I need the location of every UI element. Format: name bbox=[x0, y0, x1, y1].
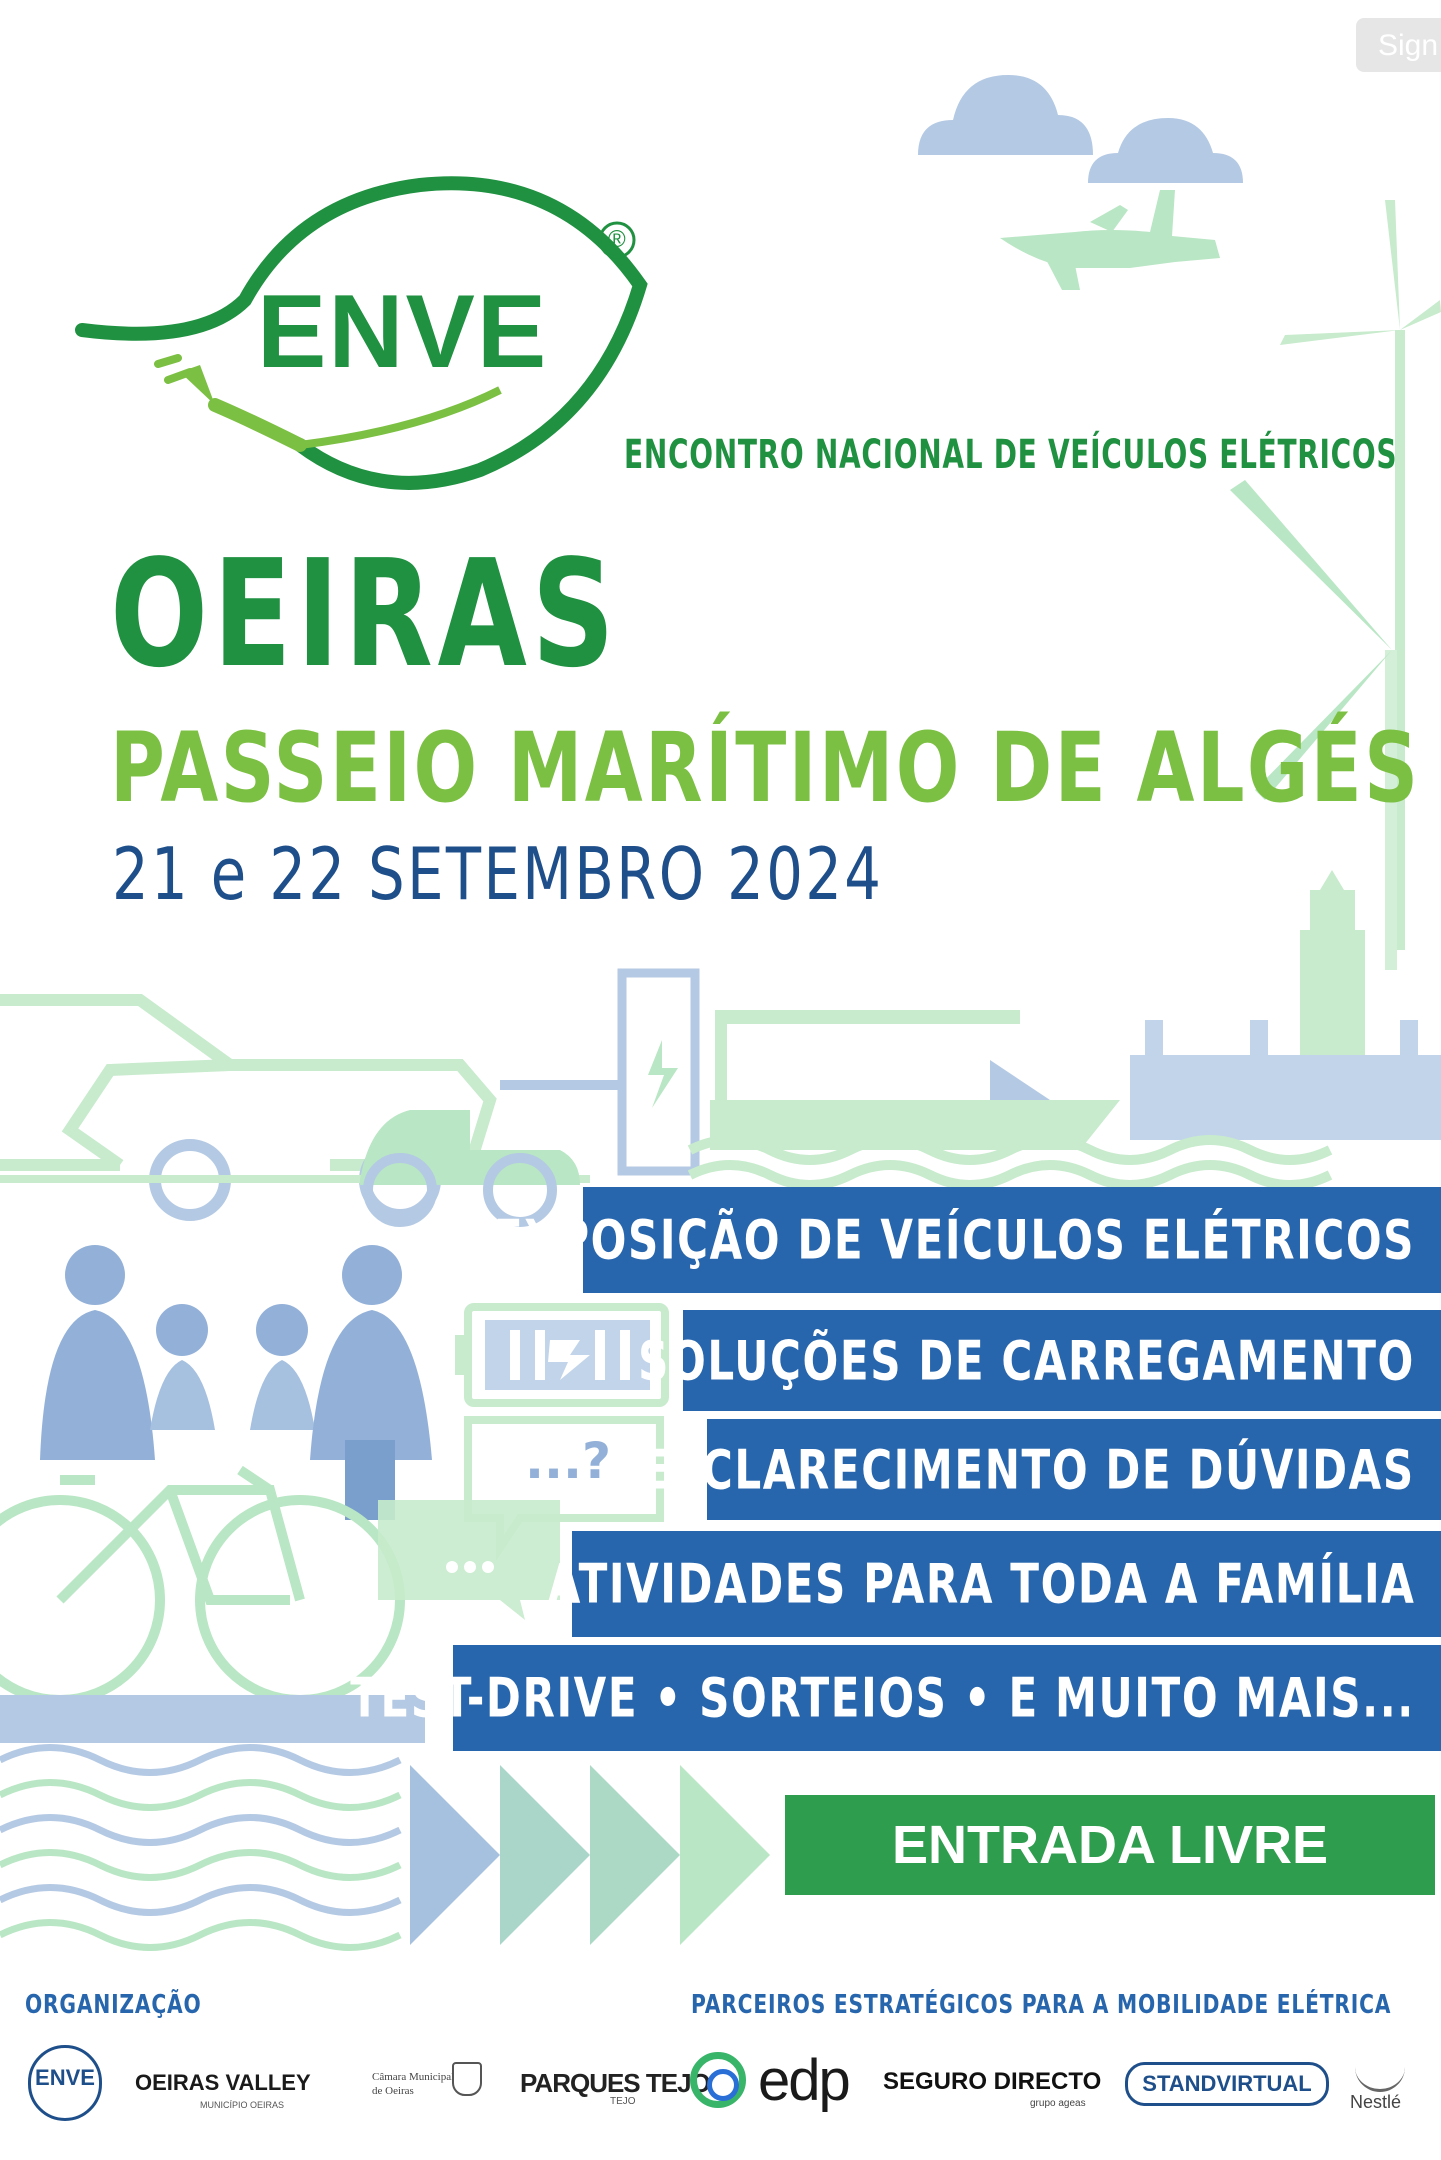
seguro-directo-logo: SEGURO DIRECTO bbox=[883, 2068, 1102, 2095]
partners-label: PARCEIROS ESTRATÉGICOS PARA A MOBILIDADE ELÉTRICA bbox=[691, 1990, 1392, 2020]
cloud-icon bbox=[918, 75, 1093, 155]
event-city: OEIRAS bbox=[110, 528, 620, 700]
charging-station-icon bbox=[500, 973, 695, 1171]
feature-label: TEST-DRIVE • SORTEIOS • E MUITO MAIS... bbox=[350, 1666, 1415, 1730]
camara-oeiras-logo: Câmara Municipal de Oeiras bbox=[372, 2071, 455, 2097]
bicycle-icon bbox=[0, 1470, 400, 1700]
bottom-waves bbox=[0, 1748, 400, 1948]
seguro-directo-sub: grupo ageas bbox=[1030, 2098, 1086, 2109]
scooter-icon bbox=[360, 1110, 580, 1222]
feature-banner-carregamento bbox=[638, 1310, 1441, 1411]
organization-label: ORGANIZAÇÃO bbox=[25, 1990, 202, 2020]
sign-button-label: Sign bbox=[1378, 29, 1439, 62]
airplane-icon bbox=[1000, 190, 1220, 290]
feature-banner-atividades bbox=[547, 1531, 1441, 1637]
entrada-livre-banner bbox=[785, 1795, 1435, 1895]
cloud-icon bbox=[1088, 118, 1243, 183]
tagline: ENCONTRO NACIONAL DE VEÍCULOS ELÉTRICOS bbox=[624, 432, 1398, 478]
boat-icon bbox=[710, 1010, 1120, 1150]
feature-banner-esclarecimento bbox=[639, 1419, 1441, 1520]
parques-tejo-sub: TEJO bbox=[610, 2096, 636, 2107]
sign-button[interactable] bbox=[1356, 18, 1441, 72]
edp-logo-icon bbox=[690, 2052, 746, 2108]
feature-label: ESCLARECIMENTO DE DÚVIDAS bbox=[639, 1438, 1415, 1501]
feature-label: SOLUÇÕES DE CARREGAMENTO bbox=[638, 1329, 1415, 1392]
feature-banner-test-drive bbox=[350, 1645, 1441, 1751]
nestle-logo: Nestlé bbox=[1350, 2092, 1402, 2112]
battery-icon bbox=[455, 1307, 665, 1403]
standvirtual-logo: STANDVIRTUAL bbox=[1125, 2062, 1329, 2106]
cta-label: ENTRADA LIVRE bbox=[891, 1815, 1328, 1875]
speech-bubble-text: ...? bbox=[525, 1432, 611, 1490]
oeiras-valley-sub: MUNICÍPIO OEIRAS bbox=[200, 2100, 285, 2110]
feature-label: EXPOSIÇÃO DE VEÍCULOS ELÉTRICOS bbox=[493, 1208, 1415, 1272]
feature-label: ATIVIDADES PARA TODA A FAMÍLIA bbox=[547, 1552, 1415, 1616]
feature-banner-exposicao bbox=[493, 1187, 1441, 1293]
family-icon bbox=[40, 1245, 432, 1520]
arrow-chevrons-icon bbox=[410, 1765, 770, 1945]
enve-logo-text: ENVE bbox=[257, 274, 549, 390]
event-dates: 21 e 22 SETEMBRO 2024 bbox=[112, 832, 884, 916]
parques-tejo-logo: PARQUES TEJO bbox=[520, 2068, 710, 2098]
oeiras-valley-logo: OEIRAS VALLEY bbox=[135, 2070, 311, 2095]
edp-logo: edp bbox=[758, 2048, 849, 2113]
registered-mark: ® bbox=[608, 226, 626, 253]
enve-small-logo: ENVE bbox=[28, 2045, 102, 2121]
wind-turbine-icon bbox=[1230, 200, 1441, 970]
event-venue: PASSEIO MARÍTIMO DE ALGÉS bbox=[110, 712, 1421, 824]
coat-of-arms-icon bbox=[452, 2062, 482, 2096]
